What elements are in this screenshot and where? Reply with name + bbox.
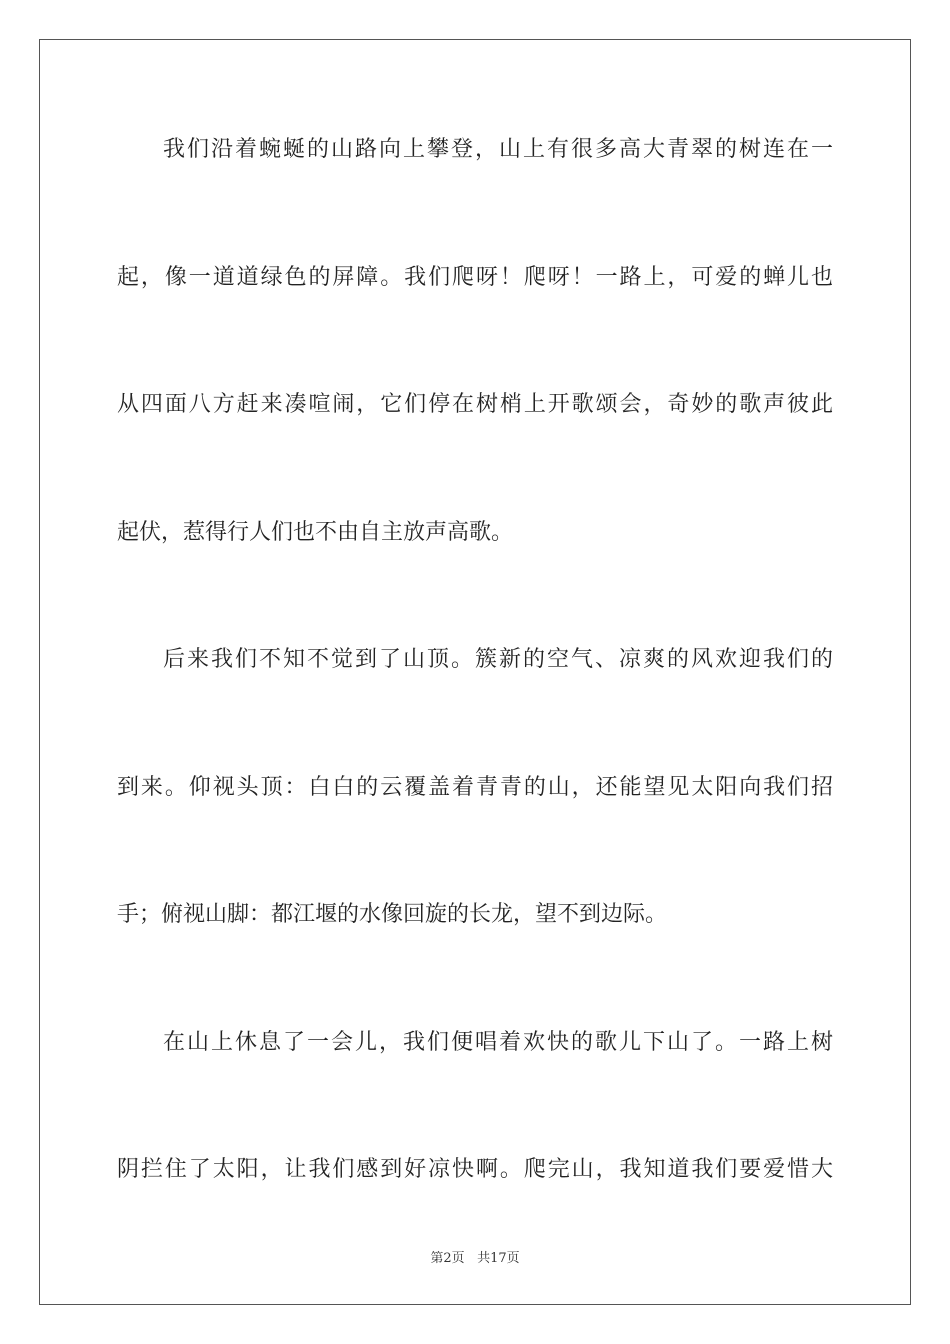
paragraph-1-line-4: 起伏，惹得行人们也不由自主放声高歌。: [117, 519, 514, 545]
document-body: [117, 118, 833, 1266]
paragraph-1-line-3: 从四面八方赶来凑喧闹，它们停在树梢上开歌颂会，奇妙的歌声彼此: [117, 392, 833, 417]
page-footer: [0, 1247, 950, 1266]
paragraph-2-line-2: 到来。仰视头顶：白白的云覆盖着青青的山，还能望见太阳向我们招: [117, 774, 833, 800]
paragraph-3-line-1: 在山上休息了一会儿，我们便唱着欢快的歌儿下山了。一路上树: [163, 1029, 833, 1055]
page-total: 共17页: [477, 1251, 520, 1266]
paragraph-1-line-2: 起，像一道道绿色的屏障。我们爬呀！爬呀！一路上，可爱的蝉儿也: [117, 264, 833, 290]
paragraph-2-line-1: 后来我们不知不觉到了山顶。簇新的空气、凉爽的风欢迎我们的: [163, 647, 833, 672]
paragraph-3-line-2: 阴拦住了太阳，让我们感到好凉快啊。爬完山，我知道我们要爱惜大: [117, 1157, 833, 1182]
paragraph-2-line-3: 手；俯视山脚：都江堰的水像回旋的长龙，望不到边际。: [117, 902, 668, 927]
paragraph-1-line-1: 我们沿着蜿蜒的山路向上攀登，山上有很多高大青翠的树连在一: [163, 137, 833, 162]
page-number: 第2页: [430, 1251, 465, 1266]
